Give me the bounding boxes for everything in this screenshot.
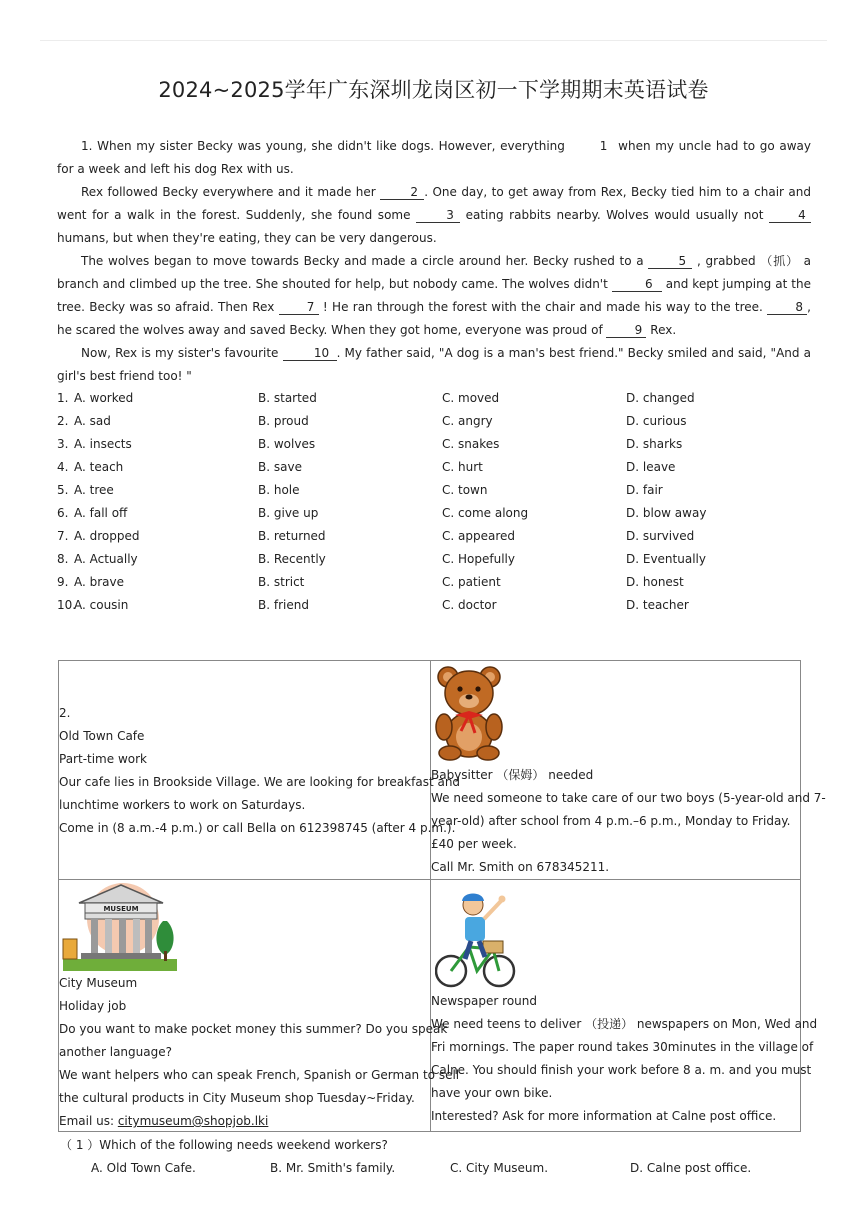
blank-9: 9 xyxy=(606,323,646,338)
page-title: 2024~2025学年广东深圳龙岗区初一下学期期末英语试卷 xyxy=(158,78,709,102)
question-1-option-c[interactable]: C. City Museum. xyxy=(450,1161,549,1175)
option-c[interactable]: C. snakes xyxy=(442,437,500,451)
option-number: 9. xyxy=(57,575,69,589)
option-number: 10. xyxy=(57,598,77,612)
table-divider-horizontal xyxy=(59,879,800,880)
option-b[interactable]: B. started xyxy=(258,391,317,405)
option-a[interactable]: A. worked xyxy=(74,391,134,405)
option-c[interactable]: C. moved xyxy=(442,391,500,405)
option-d[interactable]: D. curious xyxy=(626,414,687,428)
option-row xyxy=(57,525,817,548)
option-row xyxy=(57,594,817,617)
option-d[interactable]: D. blow away xyxy=(626,506,707,520)
cloze-passage xyxy=(57,135,811,388)
option-d[interactable]: D. leave xyxy=(626,460,676,474)
blank-2: 2 xyxy=(380,185,424,200)
ad-title: City Museum xyxy=(59,976,138,990)
option-b[interactable]: B. hole xyxy=(258,483,300,497)
option-row xyxy=(57,502,817,525)
option-c[interactable]: C. doctor xyxy=(442,598,497,612)
option-d[interactable]: D. survived xyxy=(626,529,695,543)
cyclist-icon xyxy=(435,887,517,991)
paragraph-2: Rex followed Becky everywhere and it made her 2 . One day, to get away from Rex, Becky tied him to a chair and went for a walk in the forest. Suddenly, she found some 3 eating rabbits nearby. Wolves would usually not 4 humans, but when they're eating, they can be very dangerous. xyxy=(57,185,812,245)
top-divider xyxy=(40,40,827,41)
option-number: 3. xyxy=(57,437,69,451)
option-a[interactable]: A. teach xyxy=(74,460,124,474)
option-b[interactable]: B. wolves xyxy=(258,437,316,451)
option-d[interactable]: D. changed xyxy=(626,391,695,405)
option-a[interactable]: A. sad xyxy=(74,414,111,428)
ad-title: Newspaper round xyxy=(431,994,537,1008)
question-1-stem: （ 1 ）Which of the following needs weekend workers? xyxy=(60,1138,388,1152)
blank-8: 8 xyxy=(767,300,807,315)
blank-1: 1 xyxy=(599,139,608,153)
option-number: 5. xyxy=(57,483,69,497)
option-number: 2. xyxy=(57,414,69,428)
option-c[interactable]: C. come along xyxy=(442,506,529,520)
option-a[interactable]: A. fall off xyxy=(74,506,128,520)
blank-5: 5 xyxy=(648,254,692,269)
babysitter-ad: Babysitter （保姆） needed We need someone to take care of our two boys (5-year-old and 7- year-old) after school from 4 p.m.–6 p.m., Monday to Friday. £40 per week. Call Mr. Smith on 678345211. xyxy=(431,764,826,879)
option-a[interactable]: A. Actually xyxy=(74,552,138,566)
option-d[interactable]: D. honest xyxy=(626,575,684,589)
option-d[interactable]: D. teacher xyxy=(626,598,689,612)
cafe-ad: 2. Old Town Cafe Part-time work Our cafe lies in Brookside Village. We are looking for breakfast and lunchtime workers to work on Saturdays. Come in (8 a.m.-4 p.m.) or call Bella on 612398745 (after 4 p.m.). xyxy=(59,702,460,840)
option-c[interactable]: C. appeared xyxy=(442,529,516,543)
blank-10: 10 xyxy=(283,346,337,361)
ad-title: Old Town Cafe xyxy=(59,729,145,743)
option-a[interactable]: A. brave xyxy=(74,575,125,589)
option-d[interactable]: D. Eventually xyxy=(626,552,706,566)
option-row xyxy=(57,410,817,433)
option-number: 6. xyxy=(57,506,69,520)
option-d[interactable]: D. fair xyxy=(626,483,663,497)
paragraph-4: Now, Rex is my sister's favourite 10 . My father said, "A dog is a man's best friend." Becky smiled and said, "And a girl's best friend too! " xyxy=(57,346,811,383)
option-a[interactable]: A. insects xyxy=(74,437,132,451)
ads-table xyxy=(58,660,826,1132)
option-a[interactable]: A. dropped xyxy=(74,529,140,543)
question-1-option-a[interactable]: A. Old Town Cafe. xyxy=(91,1161,196,1175)
option-c[interactable]: C. town xyxy=(442,483,488,497)
question-number: 2. xyxy=(59,706,71,720)
blank-7: 7 xyxy=(279,300,319,315)
newspaper-ad: Newspaper round We need teens to deliver （投递） newspapers on Mon, Wed and Fri mornings. The paper round takes 30minutes in the village of Calne. You should finish your work before 8 a. m. and you must have your own bike. Interested? Ask for more information at Calne post office. xyxy=(431,990,817,1128)
blank-3: 3 xyxy=(416,208,460,223)
option-b[interactable]: B. returned xyxy=(258,529,326,543)
option-row xyxy=(57,571,817,594)
option-number: 8. xyxy=(57,552,69,566)
option-row xyxy=(57,548,817,571)
option-b[interactable]: B. Recently xyxy=(258,552,326,566)
ad-title: Babysitter （保姆） needed xyxy=(431,768,594,782)
option-d[interactable]: D. sharks xyxy=(626,437,683,451)
blank-6: 6 xyxy=(612,277,662,292)
option-b[interactable]: B. save xyxy=(258,460,302,474)
option-c[interactable]: C. angry xyxy=(442,414,493,428)
option-c[interactable]: C. patient xyxy=(442,575,501,589)
museum-email-link[interactable]: citymuseum@shopjob.lki xyxy=(117,1114,269,1128)
option-a[interactable]: A. cousin xyxy=(74,598,129,612)
option-number: 1. xyxy=(57,391,69,405)
question-1-option-d[interactable]: D. Calne post office. xyxy=(630,1161,752,1175)
option-row xyxy=(57,479,817,502)
option-c[interactable]: C. hurt xyxy=(442,460,483,474)
museum-building-icon xyxy=(61,881,179,973)
options-list xyxy=(57,387,817,617)
teddy-bear-icon xyxy=(431,663,511,761)
option-b[interactable]: B. strict xyxy=(258,575,305,589)
option-number: 4. xyxy=(57,460,69,474)
paragraph-1: 1. When my sister Becky was young, she didn't like dogs. However, everything 1 when my uncle had to go away for a week and left his dog Rex with us. xyxy=(57,139,811,176)
option-b[interactable]: B. proud xyxy=(258,414,309,428)
option-number: 7. xyxy=(57,529,69,543)
option-row xyxy=(57,387,817,410)
paragraph-3: The wolves began to move towards Becky and made a circle around her. Becky rushed to a 5 , grabbed （抓） a branch and climbed up the tree. She shouted for help, but nobody came. The wolves didn't 6 and kept jumping at the tree. Becky was so afraid. Then Rex 7 ! He ran through the forest with the chair and made his way to the tree. 8 , he scared the wolves away and saved Becky. When they got home, everyone was proud of 9 Rex. xyxy=(57,254,811,337)
blank-4: 4 xyxy=(769,208,811,223)
option-b[interactable]: B. friend xyxy=(258,598,309,612)
option-row xyxy=(57,456,817,479)
question-1-option-b[interactable]: B. Mr. Smith's family. xyxy=(270,1161,396,1175)
museum-ad: City Museum Holiday job Do you want to make pocket money this summer? Do you speak another language? We want helpers who can speak French, Spanish or German to sell the cultural products in City Museum shop Tuesday~Friday. Email us: citymuseum@shopjob.lki xyxy=(59,972,459,1133)
option-c[interactable]: C. Hopefully xyxy=(442,552,515,566)
museum-sign: MUSEUM xyxy=(103,905,139,913)
option-row xyxy=(57,433,817,456)
option-b[interactable]: B. give up xyxy=(258,506,319,520)
option-a[interactable]: A. tree xyxy=(74,483,114,497)
